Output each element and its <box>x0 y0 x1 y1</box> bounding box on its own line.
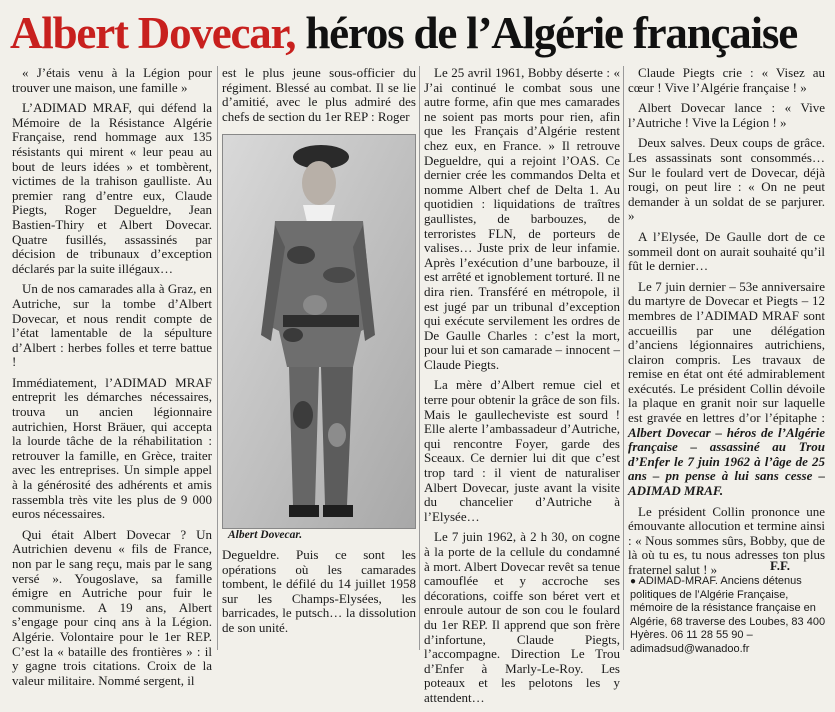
column-rule <box>217 66 218 650</box>
paragraph: Le 25 avril 1961, Bobby déserte : « J’ai continué le combat sous une autre forme, afin que mes camarades ne soient pas morts pour rien, afin que les Français d’Algérie restent chez eux, en France. » Il retrouve Degueldre, qui a rejoint l’OAS. Ce dernier crée les commandos Delta et nomme Albert chef de Delta 1. Au quotidien : liquidations de traîtres gaullistes, de barbouzes, de terroristes FLN, de porteurs de valises… Juste prix de leur infamie. Après l’exécution d’une barbouze, il est arrêté et ignoblement torturé. Il ne dira rien. Transféré en métropole, il est jugé par un tribunal d’exception qui exécute servilement les ordres de De Gaulle Charles : c’est la mort, pour lui et son camarade – innocent – Claude Piegts. <box>424 65 621 372</box>
paragraph: A l’Elysée, De Gaulle dort de ce sommeil dont on aurait souhaité qu’il fût le dernier… <box>628 228 825 274</box>
contact-text: ADIMAD-MRAF. Anciens détenus politiques de l’Algérie Française, mémoire de la résistance française en Algérie, 68 traverse des Loubes, 83 400 Hyères. 06 11 28 55 90 – adimadsud@wanadoo.fr <box>630 575 826 655</box>
paragraph: Qui était Albert Dovecar ? Un Autrichien devenu « fils de France, non par le sang reçu, mais par le sang versé ». Yougoslave, sa famille émigre en Autriche pour fuir le communisme. A 19 ans, Albert s’engage pour cinq ans à la Légion. Algérie. Volontaire pour le 1er REP. C’est la « bataille des frontières » : il y gagne trois citations. Croix de la valeur militaire. Nommé sergent, il <box>12 526 212 688</box>
paragraph: Deux salves. Deux coups de grâce. Les assassinats sont consommés… Sur le foulard vert de Dovecar, déjà rougi, on peut lire : « On ne peut demander à un soldat de se parjurer. » <box>628 135 825 224</box>
paragraph <box>628 280 825 499</box>
paragraph: Degueldre. Puis ce sont les opérations où les camarades tombent, le défilé du 14 juillet 1958 sur les Champs-Elysées, les barricades, le putsch… la dissolution de son unité. <box>222 547 416 635</box>
soldier-figure-image <box>223 135 415 528</box>
paragraph: est le plus jeune sous-officier du régiment. Blessé au combat. Il se lie d’amitié, avec le plus admiré des chefs de section du 1er REP : Roger <box>222 65 416 124</box>
paragraph: Un de nos camarades alla à Graz, en Autriche, sur la tombe d’Albert Dovecar, et nous rendit compte de l’état lamentable de la sépulture d’Albert : herbes folles et terre battue ! <box>12 281 212 370</box>
article-column-3 <box>424 66 620 712</box>
article-column-2-bottom <box>222 548 416 642</box>
contact-footer <box>630 575 826 656</box>
paragraph: Immédiatement, l’ADIMAD MRAF entreprit les démarches nécessaires, trouva un ancien légionnaire autrichien, Horst Bräuer, qui accepta la lourde tâche de la réhabilitation : retrouver la famille, en Grèce, traiter avec les entreprises. Un simple appel à la générosité des adhérents et amis rassembla très vite les plus de 9 000 euros nécessaires. <box>12 374 212 522</box>
headline-name: Albert Dovecar, <box>10 8 296 58</box>
paragraph: « J’étais venu à la Légion pour trouver une maison, une famille » <box>12 65 212 95</box>
paragraph: Le président Collin prononce une émouvante allocution et termine ainsi : « Nous sommes sûrs, Bobby, que de là où tu es, tu nous adresses ton plus fraternel salut ! » <box>628 503 825 577</box>
headline <box>10 4 825 62</box>
paragraph: Le 7 juin 1962, à 2 h 30, on cogne à la porte de la cellule du condamné à mort. Albert Dovecar revêt sa tenue camouflée et y accroche ses décorations, coiffe son béret vert et enroule autour de son cou le foulard du 1er REP. Il apprend que son frère d’infortune, Claude Piegts, l’accompagne. Direction Le Trou d’Enfer à Marly-Le-Roy. Les poteaux et les pelotons les y attendent… <box>424 529 620 705</box>
paragraph: La mère d’Albert remue ciel et terre pour obtenir la grâce de son fils. Mais le gaullecheviste est sourd ! Elle alerte l’ambassadeur d’Autriche, qui rencontre Foyer, garde des Sceaux. Ce dernier lui dit que c’est trop tard : il vient de naturaliser Albert Dovecar, juste avant la visite du chancelier d’Autriche à l’Elysée… <box>424 377 620 524</box>
paragraph: Albert Dovecar lance : « Vive l’Autriche ! Vive la Légion ! » <box>628 100 825 130</box>
column-rule <box>419 66 420 650</box>
article-column-1 <box>12 66 212 694</box>
photo-caption: Albert Dovecar. <box>228 529 303 541</box>
epitaph: Albert Dovecar – héros de l’Algérie française – assassiné au Trou d’Enfer le 7 juin 1962 à l’âge de 25 ans – pn pense à lui sans cesse – ADIMAD MRAF. <box>628 424 825 499</box>
portrait-photo <box>222 134 416 529</box>
paragraph: L’ADIMAD MRAF, qui défend la Mémoire de la Résistance Algérie Française, rend hommage aux 135 résistants qui mirent « leur peau au bout de leurs idées » et tombèrent, victimes de la trahison gaulliste. Au premier rang d’entre eux, Claude Piegts, Roger Degueldre, Jean Bastien-Thiry et Albert Dovecar. Quatre fusillés, assassinés par décision de tribunaux d’exception déclarés par la suite illégaux… <box>12 100 212 276</box>
article-column-4 <box>628 66 825 584</box>
column-rule <box>623 66 624 650</box>
headline-rest: héros de l’Algérie française <box>305 8 797 58</box>
paragraph: Claude Piegts crie : « Visez au cœur ! Vive l’Algérie française ! » <box>628 65 825 95</box>
article-column-2-top <box>222 66 416 130</box>
paragraph-text: Le 7 juin dernier – 53e anniversaire du martyre de Dovecar et Piegts – 12 membres de l’ADIMAD MRAF sont accueillis par une délégation d’anciens légionnaires autrichiens, clairon compris. Les travaux de remise en état ont été admirablement exécutés. Le président Collin dévoile la plaque en granit noir sur laquelle est gravée en lettres d’or l’épitaphe : <box>628 278 825 426</box>
author-signature: F.F. <box>770 558 790 573</box>
bullet-icon: ● <box>630 576 637 587</box>
